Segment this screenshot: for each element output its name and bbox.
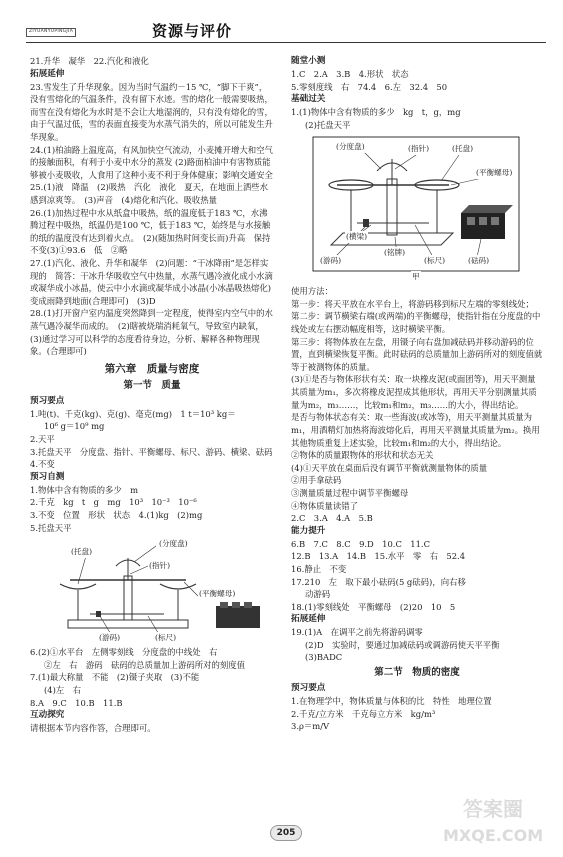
- label-beam: (横梁): [346, 232, 368, 242]
- header-title: 资源与评价: [152, 22, 233, 40]
- self-7a: 7.(1)最大称量 不能 (2)镊子夹取 (3)不能: [30, 672, 200, 683]
- self-5: 5.托盘天平: [30, 522, 72, 533]
- self-6a: 6.(2)①水平台 左侧零刻线 分度盘的中线处 右: [30, 647, 218, 658]
- header-pinyin: ZIYUANYUPINGJIA: [26, 28, 76, 37]
- prep-1b: 10⁶ g＝10⁹ mg: [44, 421, 105, 432]
- section-title: 第一节 质量: [123, 379, 181, 391]
- left-column: [30, 55, 274, 735]
- prep-4: 4.不变: [30, 459, 55, 470]
- method-step-2: 第二步：调节横梁右端(或两端)的平衡螺母，使指针指在分度盘的中线处或左右摆动幅度相等，这时横梁平衡。: [291, 311, 541, 335]
- label-weights: (砝码): [468, 256, 490, 266]
- method-step-3: 第三步：将物体放在左盘，用镊子向右盘加减砝码并移动游码的位置，直到横梁恢复平衡。此时砝码的总质量加上游码所对的刻度值就等于被测物体的质量。: [291, 336, 543, 372]
- section-prep-2: 预习要点: [291, 683, 326, 694]
- extend-19a: 19.(1)A 在调平之前先将游码调零: [291, 627, 423, 638]
- self-1: 1.物体中含有物质的多少 m: [30, 484, 139, 495]
- section-2-title: 第二节 物质的密度: [374, 667, 460, 679]
- answer-24: 24.(1)柏油路上温度高，有风加快空气流动，小麦摊开增大和空气的接触面积，有利于小麦中水分的蒸发 (2)路面柏油中有害物质能够被小麦吸收，人食用了这种小麦不利于身体健康；影响交通安全: [30, 144, 273, 180]
- label-ruler: (标尺): [424, 256, 446, 266]
- self-7b: (4)左 右: [44, 685, 81, 695]
- label-nut: (平衡螺母): [476, 168, 513, 178]
- label-plate: (铭牌): [384, 248, 406, 258]
- label-needle: (指针): [408, 144, 430, 154]
- answer-21-22: 21.升华 凝华 22.汽化和液化: [30, 56, 149, 66]
- ability-18: 18.(1)零刻线处 平衡螺母 (2)20 10 5: [291, 601, 456, 612]
- balance-figure-left: [30, 536, 274, 644]
- basic-4: (4)①天平放在桌面后没有调节平衡就测量物体的质量: [291, 462, 488, 473]
- density-2: 2.千克/立方米 千克每立方米 kg/m³: [291, 708, 436, 719]
- balance-figure-right: [291, 133, 543, 283]
- label-tray: (托盘): [452, 144, 474, 154]
- basic-3c: ②物体的质量跟物体的形状和状态无关: [291, 450, 434, 461]
- quiz-5-6: 5.零刻度线 右 74.4 6.左 32.4 50: [291, 81, 448, 92]
- basic-4d: ④物体质量读错了: [291, 500, 358, 511]
- answer-28: 28.(1)打开窗户室内温度突然降到一定程度，使得室内空气中的水蒸气遇冷凝华而成的。 (2)瞎被烧瑞消耗氧气，导致室内缺氧，(3)通过学习可以科学的态度看待身边，分析、解释各种物理现象。(合理即可): [30, 308, 273, 357]
- chapter-title: 第六章 质量与密度: [104, 362, 200, 375]
- quiz-1-4: 1.C 2.A 3.B 4.形状 状态: [291, 68, 409, 79]
- basic-4b: ②用手拿砝码: [291, 475, 342, 486]
- ability-12-15: 12.B 13.A 14.B 15.水平 零 右 52.4: [291, 551, 466, 562]
- basic-4c: ③测量质量过程中调节平衡螺母: [291, 487, 409, 498]
- answer-25: 25.(1)液 降温 (2)吸热 汽化 液化 夏天，在地面上洒些水感到凉爽等。 (3)声音 (4)熔化和汽化、吸收热量: [30, 182, 269, 205]
- label-rider: (游码): [320, 256, 342, 266]
- self-2: 2.千克 kg t g mg 10³ 10⁻³ 10⁻⁶: [30, 497, 197, 508]
- section-basic: 基础过关: [291, 94, 326, 105]
- label-nut: (平衡螺母): [199, 589, 236, 599]
- method-step-1: 第一步：将天平放在水平台上，将游码移到标尺左端的零刻线处；: [291, 298, 534, 309]
- ability-17a: 17.210 左 取下最小砝码(5 g砝码)，向右移: [291, 576, 466, 587]
- density-3: 3.ρ＝m/V: [291, 721, 330, 732]
- section-extend-right: 拓展延伸: [291, 614, 326, 625]
- label-needle: (指针): [149, 561, 171, 571]
- watermark-top: 答案圈: [463, 797, 523, 821]
- section-extend: 拓展延伸: [30, 68, 65, 79]
- ability-16: 16.静止 不变: [291, 563, 347, 574]
- prep-2: 2.天平: [30, 434, 55, 445]
- right-column: [291, 55, 543, 733]
- basic-2-5: 2.C 3.A 4.A 5.B: [291, 513, 373, 524]
- self-6b: ②左 右 游码 砝码的总质量加上游码所对的刻度值: [44, 659, 245, 670]
- section-self-test: 预习自测: [30, 471, 65, 482]
- figure-caption: 甲: [412, 272, 420, 282]
- section-ability: 能力提升: [291, 525, 326, 536]
- basic-3b: 是否与物体状态有关：取一些海波(或冰等)，用天平测量其质量为m₁，用酒精灯加热将海波熔化后，再用天平测量其质量为m₂。换用其他物质重复上述实验，比较m₁和m₂的大小，得出结论。: [291, 412, 540, 448]
- prep-1a: 1.吨(t)、千克(kg)、克(g)、毫克(mg) 1 t＝10³ kg＝: [30, 408, 236, 419]
- label-scale: (分度盘): [336, 142, 365, 152]
- section-explore: 互动探究: [30, 710, 65, 721]
- balance-drawing: [30, 536, 274, 644]
- section-quiz: 随堂小测: [291, 56, 326, 66]
- answer-27: 27.(1)汽化、液化、升华和凝华 (2)问题：“干冰降雨”是怎样实现的 简答：干冰升华吸收空气中热量，水蒸气遇冷液化成小水滴或凝华成小冰晶，使云中小水滴或凝华成小冰晶(小冰晶吸热熔化)变成雨降到地面(合理即可) (3)D: [30, 258, 273, 306]
- label-tray: (托盘): [71, 547, 93, 557]
- label-ruler: (标尺): [155, 633, 177, 643]
- label-rider: (游码): [99, 633, 121, 643]
- self-3: 3.不变 位置 形状 状态 4.(1)kg (2)mg: [30, 509, 203, 520]
- density-1: 1.在物理学中，物体质量与体积的比 特性 地理位置: [291, 696, 492, 707]
- method-title: 使用方法：: [291, 286, 333, 297]
- header-arrow-icon: [26, 18, 148, 19]
- prep-3: 3.托盘天平 分度盘、指针、平衡螺母、标尺、游码、横梁、砝码: [30, 446, 273, 457]
- basic-1a: 1.(1)物体中含有物质的多少 kg t，g，mg: [291, 107, 461, 117]
- watermark-logo: [423, 790, 553, 850]
- basic-3: (3)①是否与物体形状有关：取一块橡皮泥(或面团等)，用天平测量其质量为m₁，多次将橡皮泥捏成其他形状，再用天平分别测量其质量为m₂，m₃……，比较m₁和m₂，m₃……的大小，得出结论。: [291, 374, 537, 410]
- watermark-bottom: MXQE.COM: [443, 826, 544, 845]
- answer-23: 23.雪发生了升华现象。因为当时气温约－15 ℃，“脚下干爽”，没有雪熔化的气温条件，没有留下水迹。雪的熔化一般需要吸热，而雪在没有熔化为水时是不会让大地湿润的，只有没有熔化的雪，由于气温过低，雪的表面直接变为水蒸气消失的，所以可能发生升华现象。: [30, 81, 273, 142]
- page-number: 205: [270, 825, 302, 841]
- self-8-11: 8.A 9.C 10.B 11.B: [30, 697, 123, 708]
- header-rule: [26, 42, 546, 43]
- ability-17b: 动游码: [305, 589, 331, 600]
- label-scale: (分度盘): [159, 539, 188, 549]
- basic-1b: (2)托盘天平: [305, 119, 351, 130]
- explore-text: 请根据本节内容作答，合理即可。: [30, 723, 156, 734]
- extend-19b: (2)D 实验时，要通过加减砝码或调游码使天平平衡 (3)BADC: [305, 639, 508, 663]
- answer-26: 26.(1)加热过程中水从纸盒中吸热，纸的温度低于183 ℃，水沸腾过程中吸热，纸温仍是100 ℃，低于183 ℃，始终是与水接触的纸的温度没有达到着火点。 (2)(随加热时间变长而)升高 保持不变(3)①93.6 低 ②略: [30, 207, 271, 256]
- ability-6-11: 6.B 7.C 8.C 9.D 10.C 11.C: [291, 538, 430, 549]
- page-header: [26, 18, 546, 44]
- section-prep: 预习要点: [30, 395, 65, 406]
